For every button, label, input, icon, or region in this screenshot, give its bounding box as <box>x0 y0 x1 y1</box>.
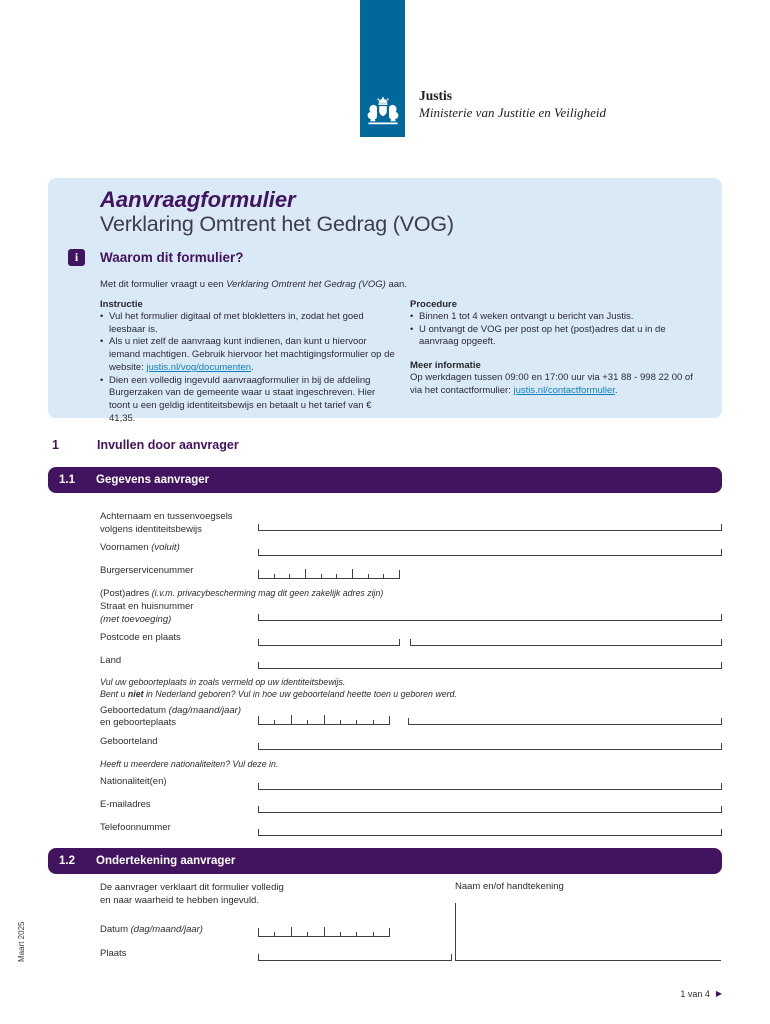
plaats-ondertekening-input[interactable] <box>258 954 452 961</box>
lead-paragraph <box>100 279 407 290</box>
field-label: Plaats <box>100 948 127 959</box>
more-info-post: . <box>614 384 618 396</box>
more-info-pre: Op werkdagen tussen 09:00 en 17:00 uur via +31 88 - 998 22 00 of via het contactformulier: <box>410 372 693 396</box>
procedure-list <box>410 311 702 349</box>
nationaliteit-note: Heeft u meerdere nationaliteiten? Vul deze in. <box>100 758 279 769</box>
next-page-icon[interactable]: ▶ <box>715 989 722 998</box>
field-row-nationaliteit <box>100 776 722 790</box>
section-1-heading <box>52 438 239 452</box>
applicant-form <box>100 511 722 836</box>
instructie-heading: Instructie <box>100 299 143 310</box>
section-title: Ondertekening aanvrager <box>96 855 236 867</box>
section-number: 1.1 <box>59 474 75 486</box>
list-item <box>100 375 396 426</box>
email-input[interactable] <box>258 806 722 813</box>
signature-label: Naam en/of handtekening <box>455 881 564 892</box>
section-title: Invullen door aanvrager <box>97 438 239 452</box>
contact-link[interactable]: justis.nl/contactformulier <box>513 384 615 396</box>
field-row-voornamen <box>100 542 722 556</box>
bullet-icon: • <box>410 323 414 335</box>
list-item <box>410 324 702 349</box>
info-icon: i <box>68 249 85 266</box>
field-label: Voornamen (voluit) <box>100 542 180 553</box>
list-item <box>100 336 396 374</box>
bullet-text: U ontvangt de VOG per post op het (post)adres dat u in de aanvraag opgeeft. <box>419 323 666 348</box>
field-label: Nationaliteit(en) <box>100 775 167 787</box>
postadres-note: (Post)adres (i.v.m. privacybescherming mag dit geen zakelijk adres zijn) <box>100 588 384 599</box>
achternaam-input[interactable] <box>258 524 722 531</box>
intro-box <box>48 178 722 424</box>
more-info-text <box>410 372 702 397</box>
geboorteplaats-input[interactable] <box>408 718 722 725</box>
list-item <box>410 311 702 324</box>
field-label: Postcode en plaats <box>100 632 181 643</box>
signature-area[interactable] <box>455 903 721 961</box>
nationaliteit-input[interactable] <box>258 783 722 790</box>
field-row-telefoon <box>100 822 722 836</box>
section-1-2-bar <box>48 848 722 874</box>
section-1-1-bar <box>48 467 722 493</box>
field-row-bsn <box>100 565 722 579</box>
postcode-input[interactable] <box>258 639 400 646</box>
bullet-text: Als u niet zelf de aanvraag kunt indienen, dan kunt u hiervoor iemand machtigen. Gebruik hiervoor het machtigingsformulier op de website: <box>109 336 395 373</box>
org-brand <box>419 88 606 121</box>
field-row-plaats-ondertekening <box>100 948 452 961</box>
instructie-column <box>100 299 396 425</box>
geboortedatum-input[interactable] <box>258 716 390 725</box>
procedure-heading: Procedure <box>410 299 457 310</box>
bullet-text: Vul het formulier digitaal of met blokletters in, zodat het goed leesbaar is. <box>109 311 364 335</box>
instructie-list <box>100 311 396 425</box>
version-date: Maart 2025 <box>17 921 26 962</box>
rijksoverheid-banner <box>360 0 405 137</box>
geboorteland-input[interactable] <box>258 743 722 750</box>
org-name: Justis <box>419 88 453 103</box>
datum-input[interactable] <box>258 928 390 937</box>
field-label: Datum (dag/maand/jaar) <box>100 924 203 935</box>
field-label: Geboortedatum (dag/maand/jaar) en geboorteplaats <box>100 704 242 729</box>
field-row-achternaam <box>100 511 722 537</box>
field-label: E-mailadres <box>100 798 151 810</box>
page-indicator: 1 van 4 <box>680 989 710 999</box>
field-row-land <box>100 655 722 669</box>
land-input[interactable] <box>258 662 722 669</box>
bullet-icon: • <box>100 311 104 322</box>
field-row-geboorteland <box>100 736 722 750</box>
org-subtitle: Ministerie van Justitie en Veiligheid <box>419 105 607 120</box>
field-label: Land <box>100 655 122 666</box>
field-label: Telefoonnummer <box>100 821 171 833</box>
section-number: 1.2 <box>59 855 75 867</box>
field-row-datum <box>100 924 392 937</box>
lead-italic: Verklaring Omtrent het Gedrag (VOG) <box>226 279 386 290</box>
section-number: 1 <box>52 438 59 452</box>
why-heading: Waarom dit formulier? <box>100 250 244 265</box>
straat-input[interactable] <box>258 614 722 621</box>
bsn-input[interactable] <box>258 570 400 579</box>
field-row-postcode <box>100 632 722 646</box>
list-item <box>100 311 396 336</box>
telefoon-input[interactable] <box>258 829 722 836</box>
bullet-text: Dien een volledig ingevuld aanvraagformulier in bij de afdeling Burgerzaken van de gemeente waar u staat ingeschreven. Hier toont u een geldig identiteitsbewijs en betaalt u het tarief van € 41,35. <box>109 374 376 424</box>
field-label: Burgerservicenummer <box>100 565 194 576</box>
more-info-heading: Meer informatie <box>410 360 481 372</box>
bullet-text: . <box>251 361 254 373</box>
documents-link[interactable]: justis.nl/vog/documenten <box>146 361 252 373</box>
lead-pre: Met dit formulier vraagt u een <box>100 279 227 290</box>
field-row-straat <box>100 601 722 627</box>
field-label: Straat en huisnummer (met toevoeging) <box>100 601 194 625</box>
section-title: Gegevens aanvrager <box>96 474 210 486</box>
bullet-icon: • <box>100 374 104 386</box>
form-subtitle: Verklaring Omtrent het Gedrag (VOG) <box>100 212 454 236</box>
field-row-geboortedatum <box>100 705 722 731</box>
plaats-input[interactable] <box>410 639 722 646</box>
bullet-text: Binnen 1 tot 4 weken ontvangt u bericht van Justis. <box>419 311 634 322</box>
geboorte-note: Vul uw geboorteplaats in zoals vermeld op uw identiteitsbewijs. Bent u niet in Nederland geboren? Vul in hoe uw geboorteland heette toen u geboren werd. <box>100 677 457 700</box>
lead-post: aan. <box>385 279 407 290</box>
declaration-text: De aanvrager verklaart dit formulier volledig en naar waarheid te hebben ingevuld. <box>100 882 284 907</box>
rijksoverheid-crest-icon <box>364 96 402 132</box>
procedure-column <box>410 299 702 425</box>
field-label: Geboorteland <box>100 735 158 747</box>
voornamen-input[interactable] <box>258 549 722 556</box>
field-row-email <box>100 799 722 813</box>
field-label: Achternaam en tussenvoegsels volgens identiteitsbewijs <box>100 511 233 535</box>
pagination <box>680 989 722 999</box>
bullet-icon: • <box>410 311 414 322</box>
bullet-icon: • <box>100 336 104 348</box>
form-title: Aanvraagformulier <box>100 187 296 212</box>
